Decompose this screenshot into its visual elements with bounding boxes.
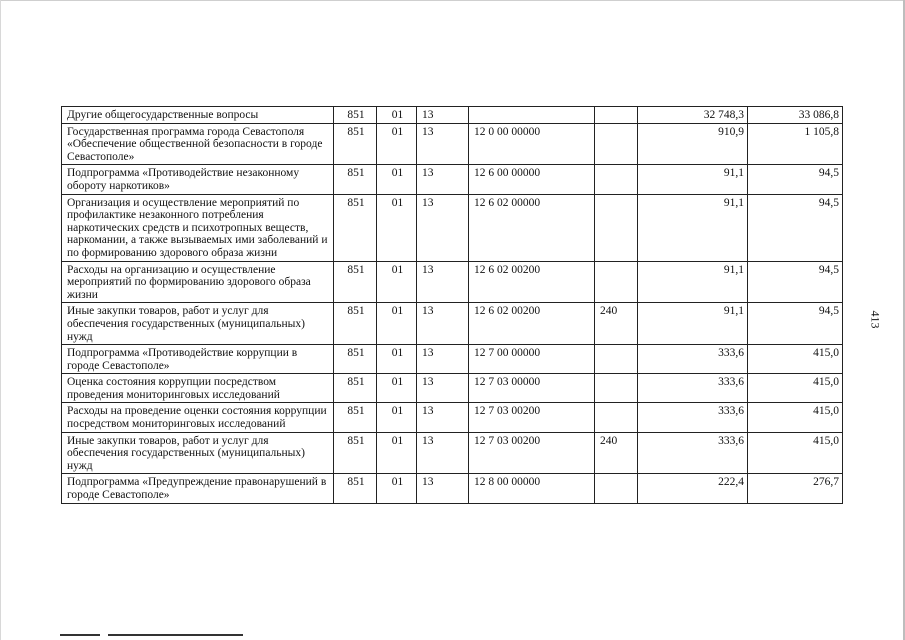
row-value2: 33 086,8 <box>748 107 843 124</box>
row-target: 12 8 00 00000 <box>469 474 595 503</box>
footer-rule <box>60 634 100 636</box>
row-code: 851 <box>334 432 377 474</box>
row-section: 01 <box>377 374 417 403</box>
row-type <box>595 107 638 124</box>
row-value2: 1 105,8 <box>748 123 843 165</box>
row-type <box>595 123 638 165</box>
row-type <box>595 165 638 194</box>
table-row <box>62 261 843 303</box>
table-row <box>62 374 843 403</box>
row-type <box>595 261 638 303</box>
row-section: 01 <box>377 474 417 503</box>
table-row <box>62 303 843 345</box>
page-number: 413 <box>868 310 883 329</box>
row-target: 12 7 03 00200 <box>469 432 595 474</box>
row-target: 12 6 00 00000 <box>469 165 595 194</box>
row-type <box>595 374 638 403</box>
row-section: 01 <box>377 261 417 303</box>
row-code: 851 <box>334 345 377 374</box>
row-code: 851 <box>334 403 377 432</box>
table-row <box>62 432 843 474</box>
row-code: 851 <box>334 194 377 261</box>
row-section: 01 <box>377 194 417 261</box>
footer-rule <box>108 634 243 636</box>
row-name: Расходы на проведение оценки состояния коррупции посредством мониторинговых исследований <box>62 403 334 432</box>
table-row <box>62 403 843 432</box>
row-name: Иные закупки товаров, работ и услуг для обеспечения государственных (муниципальных) нужд <box>62 432 334 474</box>
row-section: 01 <box>377 123 417 165</box>
row-code: 851 <box>334 165 377 194</box>
row-subsection: 13 <box>417 194 469 261</box>
row-value1: 91,1 <box>638 165 748 194</box>
row-value1: 333,6 <box>638 374 748 403</box>
row-subsection: 13 <box>417 345 469 374</box>
row-target: 12 7 00 00000 <box>469 345 595 374</box>
row-subsection: 13 <box>417 123 469 165</box>
row-value2: 415,0 <box>748 345 843 374</box>
row-section: 01 <box>377 303 417 345</box>
row-code: 851 <box>334 123 377 165</box>
row-target: 12 0 00 00000 <box>469 123 595 165</box>
row-subsection: 13 <box>417 403 469 432</box>
table-row <box>62 194 843 261</box>
budget-table <box>61 106 843 504</box>
page-edge-top <box>0 0 905 1</box>
row-value2: 94,5 <box>748 303 843 345</box>
page-edge-left <box>0 0 1 640</box>
row-value2: 94,5 <box>748 261 843 303</box>
row-code: 851 <box>334 303 377 345</box>
row-code: 851 <box>334 261 377 303</box>
row-value2: 415,0 <box>748 403 843 432</box>
row-name: Подпрограмма «Противодействие коррупции в городе Севастополе» <box>62 345 334 374</box>
table-row <box>62 107 843 124</box>
table-row <box>62 123 843 165</box>
row-subsection: 13 <box>417 474 469 503</box>
row-code: 851 <box>334 107 377 124</box>
row-value1: 222,4 <box>638 474 748 503</box>
row-target <box>469 107 595 124</box>
row-section: 01 <box>377 432 417 474</box>
row-value2: 276,7 <box>748 474 843 503</box>
row-subsection: 13 <box>417 165 469 194</box>
row-code: 851 <box>334 374 377 403</box>
table-row <box>62 165 843 194</box>
row-section: 01 <box>377 107 417 124</box>
row-type <box>595 345 638 374</box>
row-value2: 415,0 <box>748 432 843 474</box>
row-type: 240 <box>595 303 638 345</box>
row-code: 851 <box>334 474 377 503</box>
row-name: Подпрограмма «Предупреждение правонарушений в городе Севастополе» <box>62 474 334 503</box>
row-name: Оценка состояния коррупции посредством проведения мониторинговых исследований <box>62 374 334 403</box>
row-target: 12 6 02 00000 <box>469 194 595 261</box>
row-target: 12 7 03 00000 <box>469 374 595 403</box>
row-value1: 910,9 <box>638 123 748 165</box>
row-section: 01 <box>377 165 417 194</box>
row-subsection: 13 <box>417 303 469 345</box>
row-subsection: 13 <box>417 107 469 124</box>
row-name: Расходы на организацию и осуществление мероприятий по формированию здорового образа жизни <box>62 261 334 303</box>
row-name: Государственная программа города Севастополя «Обеспечение общественной безопасности в городе Севастополе» <box>62 123 334 165</box>
row-subsection: 13 <box>417 374 469 403</box>
row-value1: 333,6 <box>638 432 748 474</box>
row-value1: 32 748,3 <box>638 107 748 124</box>
row-subsection: 13 <box>417 261 469 303</box>
row-type <box>595 194 638 261</box>
row-type: 240 <box>595 432 638 474</box>
row-value1: 91,1 <box>638 194 748 261</box>
row-section: 01 <box>377 403 417 432</box>
row-name: Организация и осуществление мероприятий по профилактике незаконного потребления наркотических средств и психотропных веществ, наркомании, а также вызываемых ими заболеваний и по формированию здорового образа жизни <box>62 194 334 261</box>
row-value1: 91,1 <box>638 303 748 345</box>
row-value2: 94,5 <box>748 194 843 261</box>
row-name: Другие общегосударственные вопросы <box>62 107 334 124</box>
row-section: 01 <box>377 345 417 374</box>
row-name: Иные закупки товаров, работ и услуг для обеспечения государственных (муниципальных) нужд <box>62 303 334 345</box>
row-value2: 415,0 <box>748 374 843 403</box>
row-subsection: 13 <box>417 432 469 474</box>
row-value2: 94,5 <box>748 165 843 194</box>
row-type <box>595 403 638 432</box>
row-target: 12 6 02 00200 <box>469 303 595 345</box>
row-value1: 333,6 <box>638 345 748 374</box>
row-target: 12 7 03 00200 <box>469 403 595 432</box>
row-value1: 333,6 <box>638 403 748 432</box>
row-value1: 91,1 <box>638 261 748 303</box>
table-row <box>62 345 843 374</box>
row-type <box>595 474 638 503</box>
table-row <box>62 474 843 503</box>
row-target: 12 6 02 00200 <box>469 261 595 303</box>
row-name: Подпрограмма «Противодействие незаконному обороту наркотиков» <box>62 165 334 194</box>
